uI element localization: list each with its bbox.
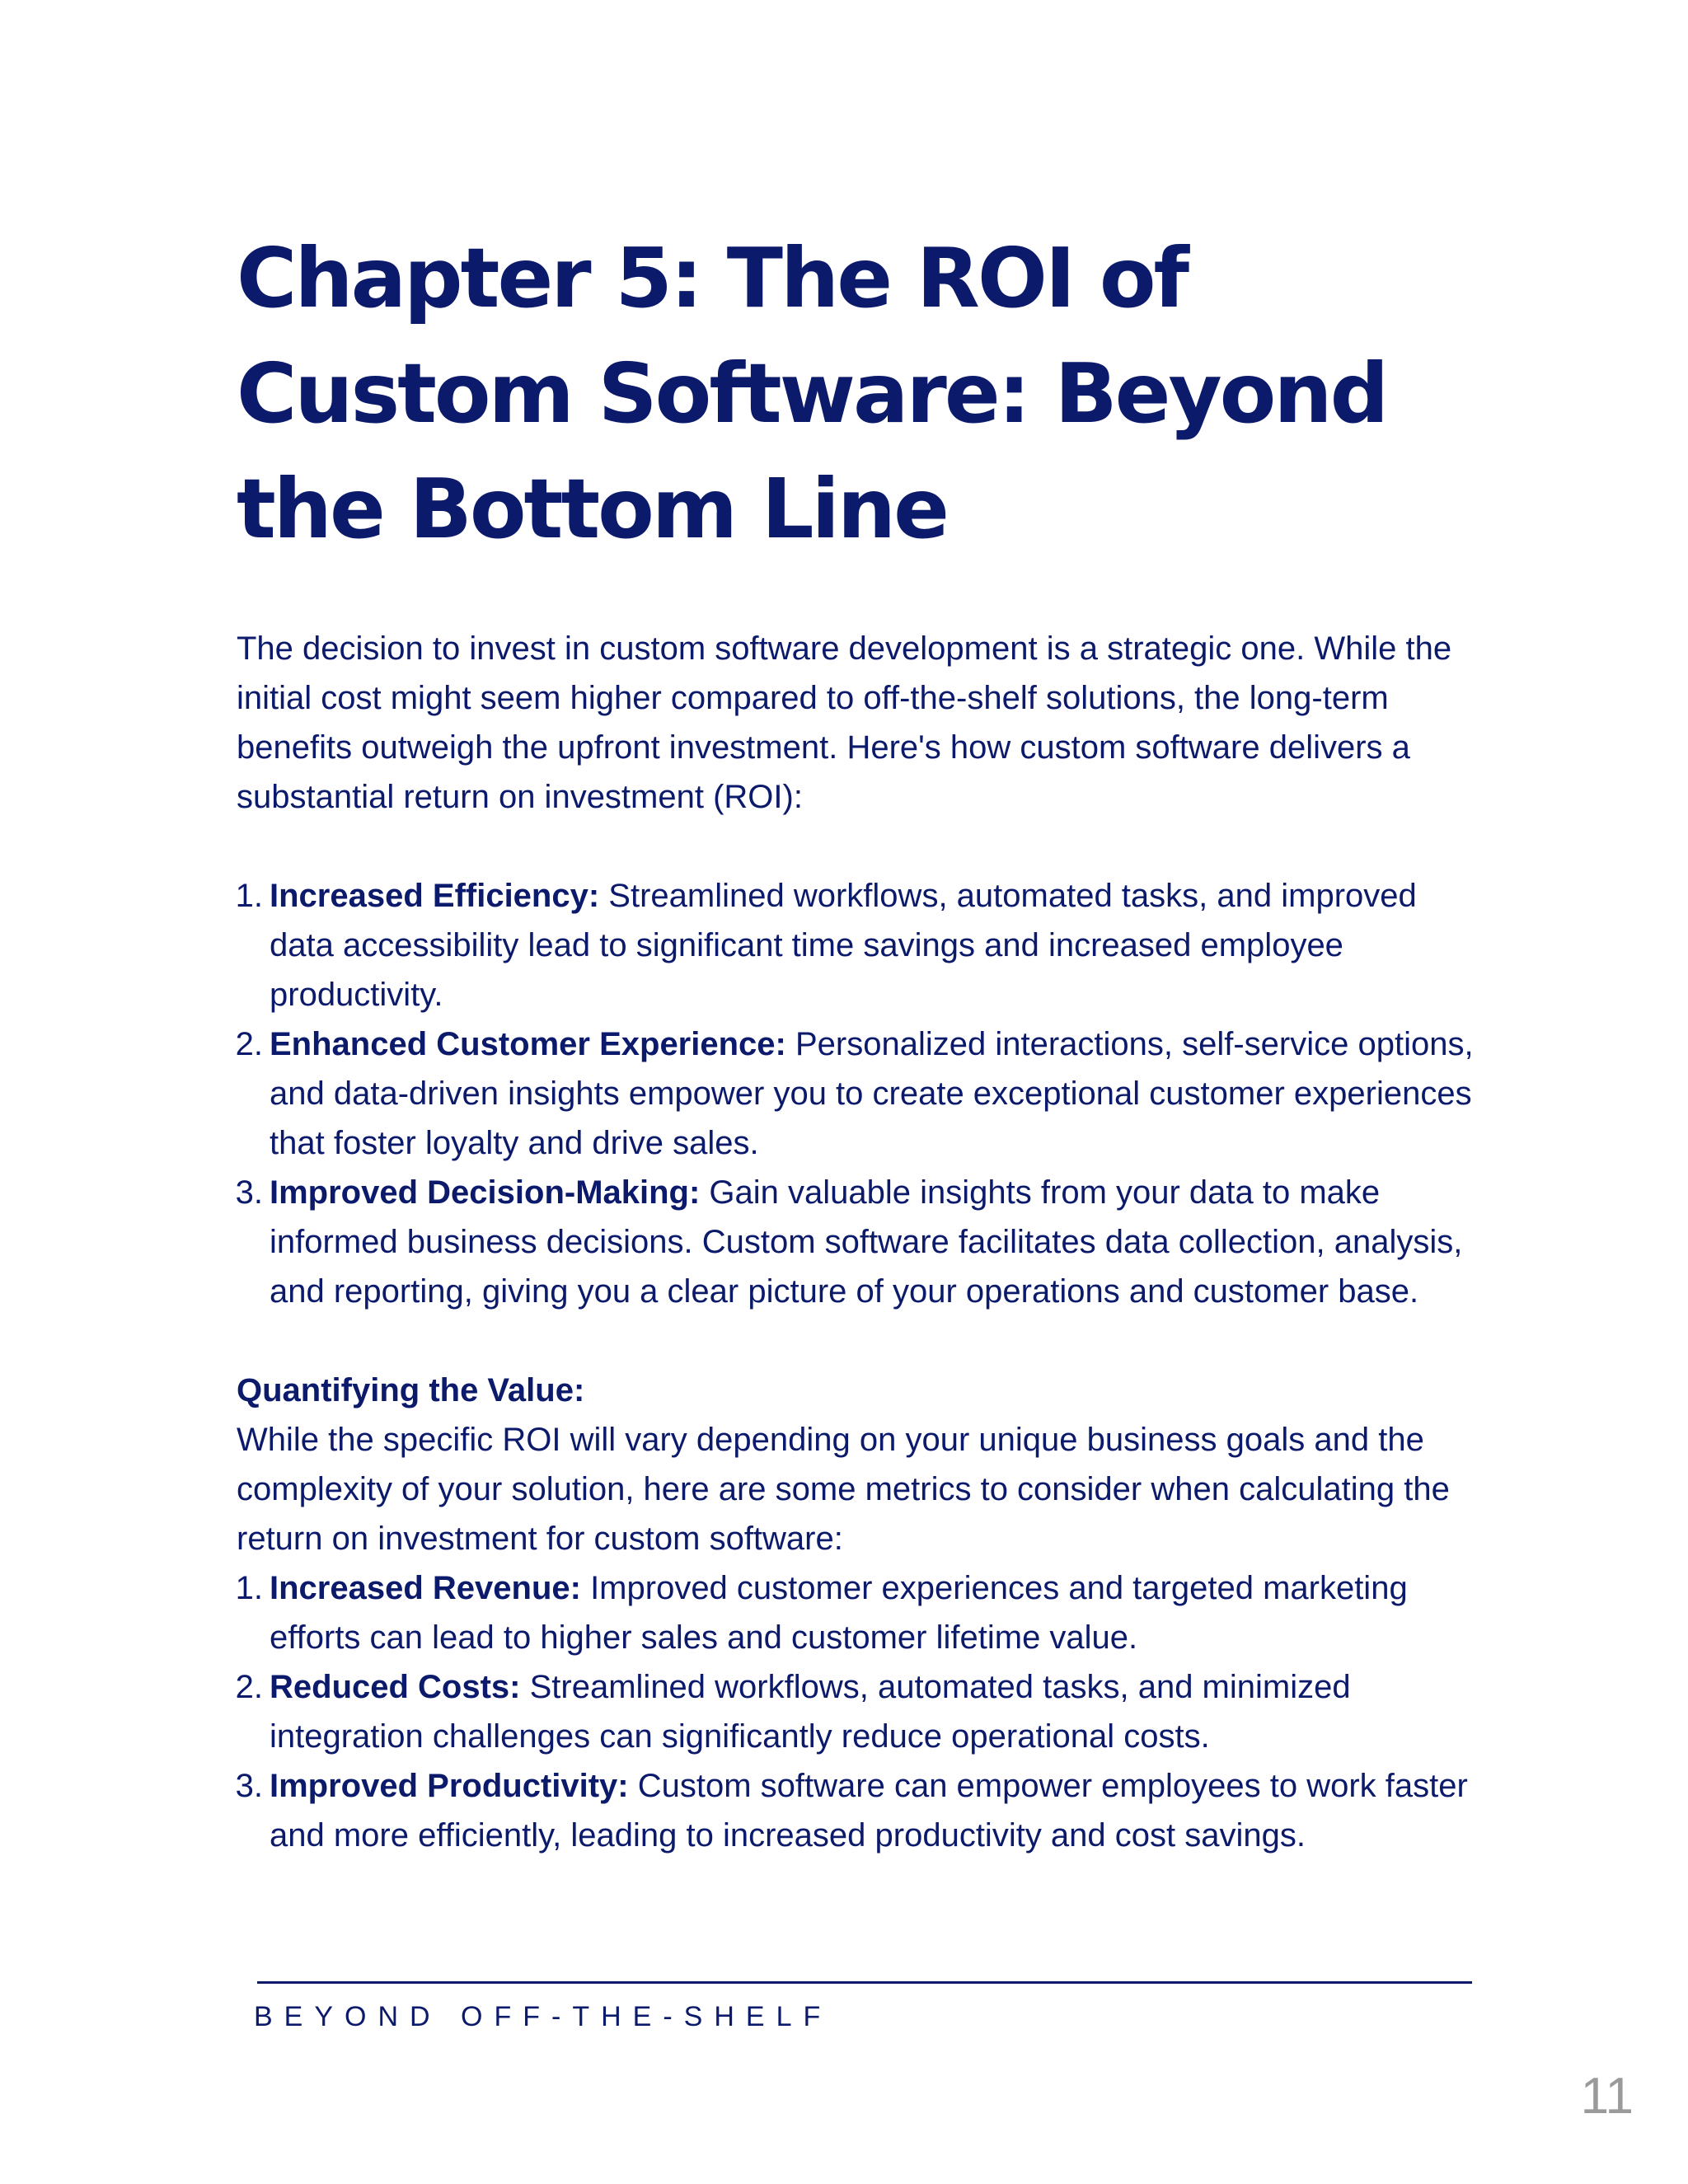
list-number: 2. [235, 1669, 263, 1705]
list-item-heading: Improved Productivity: [270, 1768, 629, 1804]
page-number: 11 [1580, 2068, 1634, 2125]
list-item-text: Streamlined workflows, automated tasks, and minimized integration challenges can significantly reduce operational costs. [270, 1669, 1351, 1755]
list-item [235, 1019, 1489, 1168]
list-item-text: Custom software can empower employees to work faster and more efficiently, leading to increased productivity and cost savings. [270, 1768, 1468, 1854]
list-item [235, 871, 1489, 1019]
metrics-list [237, 1563, 1489, 1860]
list-item-heading: Reduced Costs: [270, 1669, 521, 1705]
intro-paragraph: The decision to invest in custom software development is a strategic one. While the initial cost might seem higher compared to off-the-shelf solutions, the long-term benefits outweigh the upfront investment. Here's how custom software delivers a substantial return on investment (ROI): [237, 630, 1452, 815]
list-item-text: Personalized interactions, self-service options, and data-driven insights empower you to create exceptional customer experiences that foster loyalty and drive sales. [270, 1026, 1474, 1161]
list-item-heading: Improved Decision-Making: [270, 1174, 701, 1211]
section-intro-paragraph: While the specific ROI will vary depending on your unique business goals and the complexity of your solution, here are some metrics to consider when calculating the return on investment for custom software: [237, 1422, 1450, 1557]
list-number: 1. [235, 1570, 263, 1606]
section-heading: Quantifying the Value: [237, 1372, 585, 1408]
benefits-list [237, 871, 1489, 1316]
list-item [235, 1662, 1489, 1761]
list-item-text: Streamlined workflows, automated tasks, and improved data accessibility lead to significant time savings and increased employee productivity. [270, 878, 1417, 1013]
list-item-heading: Increased Efficiency: [270, 878, 600, 914]
chapter-body [237, 624, 1489, 1860]
list-item-text: Gain valuable insights from your data to make informed business decisions. Custom software facilitates data collection, analysis, and reporting, giving you a clear picture of your operations and customer base. [270, 1174, 1463, 1310]
list-item [235, 1168, 1489, 1316]
list-item [235, 1761, 1489, 1860]
list-number: 1. [235, 878, 263, 914]
list-item-text: Improved customer experiences and targeted marketing efforts can lead to higher sales and customer lifetime value. [270, 1570, 1408, 1656]
chapter-title: Chapter 5: The ROI of Custom Software: Beyond the Bottom Line [237, 230, 1387, 557]
list-number: 3. [235, 1768, 263, 1804]
list-item-heading: Increased Revenue: [270, 1570, 581, 1606]
list-item-heading: Enhanced Customer Experience: [270, 1026, 786, 1062]
footer-divider [257, 1981, 1472, 1984]
list-number: 3. [235, 1174, 263, 1211]
list-item [235, 1563, 1489, 1662]
footer-title: BEYOND OFF-THE-SHELF [254, 2001, 832, 2032]
list-number: 2. [235, 1026, 263, 1062]
